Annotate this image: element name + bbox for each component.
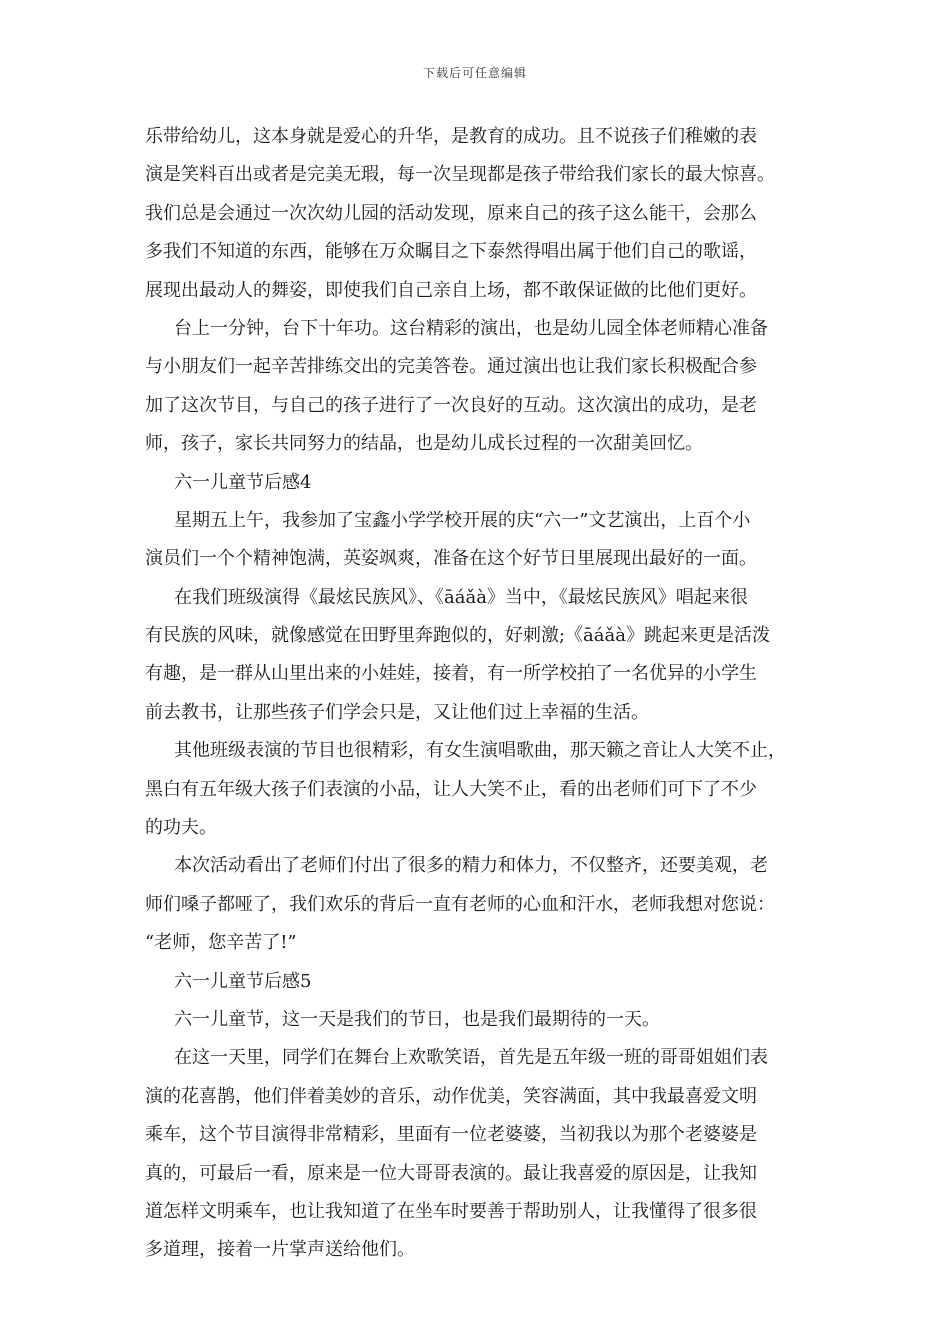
text-line: 师，孩子，家长共同努力的结晶，也是幼儿成长过程的一次甜美回忆。: [145, 433, 703, 455]
text-line: 六一儿童节后感5: [174, 970, 312, 992]
text-line: 有趣，是一群从山里出来的小娃娃，接着，有一所学校拍了一名优异的小学生: [145, 663, 757, 685]
text-line: 乐带给幼儿，这本身就是爱心的升华，是教育的成功。且不说孩子们稚嫩的表: [145, 126, 757, 147]
document-body: [145, 118, 820, 1270]
text-line: 展现出最动人的舞姿，即使我们自己亲自上场，都不敢保证做的比他们更好。: [145, 279, 757, 301]
text-line: 演员们一个个精神饱满，英姿飒爽，准备在这个好节日里展现出最好的一面。: [145, 548, 757, 570]
text-line: 六一儿童节，这一天是我们的节日，也是我们最期待的一天。: [174, 1008, 660, 1030]
text-line: 黑白有五年级大孩子们表演的小品，让人大笑不止，看的出老师们可下了不少: [145, 778, 757, 800]
text-line: 多我们不知道的东西，能够在万众瞩目之下泰然得唱出属于他们自己的歌谣，: [145, 241, 757, 263]
text-line: 在我们班级演得《最炫民族风》、《āáǎà》当中，《最炫民族风》唱起来很: [174, 586, 748, 608]
text-line: 有民族的风味，就像感觉在田野里奔跑似的，好刺激;《āáǎà》跳起来更是活泼: [145, 625, 770, 647]
text-line: 其他班级表演的节目也很精彩，有女生演唱歌曲，那天籁之音让人大笑不止，: [174, 740, 786, 762]
text-line: 六一儿童节后感4: [174, 471, 312, 493]
text-line: 多道理，接着一片掌声送给他们。: [145, 1239, 415, 1261]
text-line: 乘车，这个节目演得非常精彩，里面有一位老婆婆，当初我以为那个老婆婆是: [145, 1124, 757, 1146]
text-line: 道怎样文明乘车，也让我知道了在坐车时要善于帮助别人，让我懂得了很多很: [145, 1200, 757, 1222]
text-line: 师们嗓子都哑了，我们欢乐的背后一直有老师的心血和汗水，老师我想对您说：: [145, 893, 775, 915]
text-line: 的功夫。: [145, 817, 217, 839]
text-line: 演是笑料百出或者是完美无瑕，每一次呈现都是孩子带给我们家长的最大惊喜。: [145, 164, 775, 186]
text-line: 真的，可最后一看，原来是一位大哥哥表演的。最让我喜爱的原因是，让我知: [145, 1162, 757, 1184]
page-header: 下载后可任意编辑: [422, 66, 527, 80]
text-line: 我们总是会通过一次次幼儿园的活动发现，原来自己的孩子这么能干，会那么: [145, 202, 757, 224]
text-line: 前去教书，让那些孩子们学会只是，又让他们过上幸福的生活。: [145, 701, 649, 723]
text-line: 星期五上午，我参加了宝鑫小学学校开展的庆“六一”文艺演出，上百个小: [174, 509, 751, 531]
text-line: 台上一分钟，台下十年功。这台精彩的演出，也是幼儿园全体老师精心准备: [174, 317, 768, 339]
text-line: 演的花喜鹊，他们伴着美妙的音乐，动作优美，笑容满面，其中我最喜爱文明: [145, 1085, 757, 1107]
text-line: 本次活动看出了老师们付出了很多的精力和体力，不仅整齐，还要美观，老: [174, 855, 768, 877]
text-line: 与小朋友们一起辛苦排练交出的完美答卷。通过演出也让我们家长积极配合参: [145, 356, 757, 378]
text-line: “老师，您辛苦了!”: [145, 932, 297, 954]
text-line: 加了这次节目，与自己的孩子进行了一次良好的互动。这次演出的成功，是老: [145, 394, 757, 416]
text-line: 在这一天里，同学们在舞台上欢歌笑语，首先是五年级一班的哥哥姐姐们表: [174, 1047, 768, 1069]
